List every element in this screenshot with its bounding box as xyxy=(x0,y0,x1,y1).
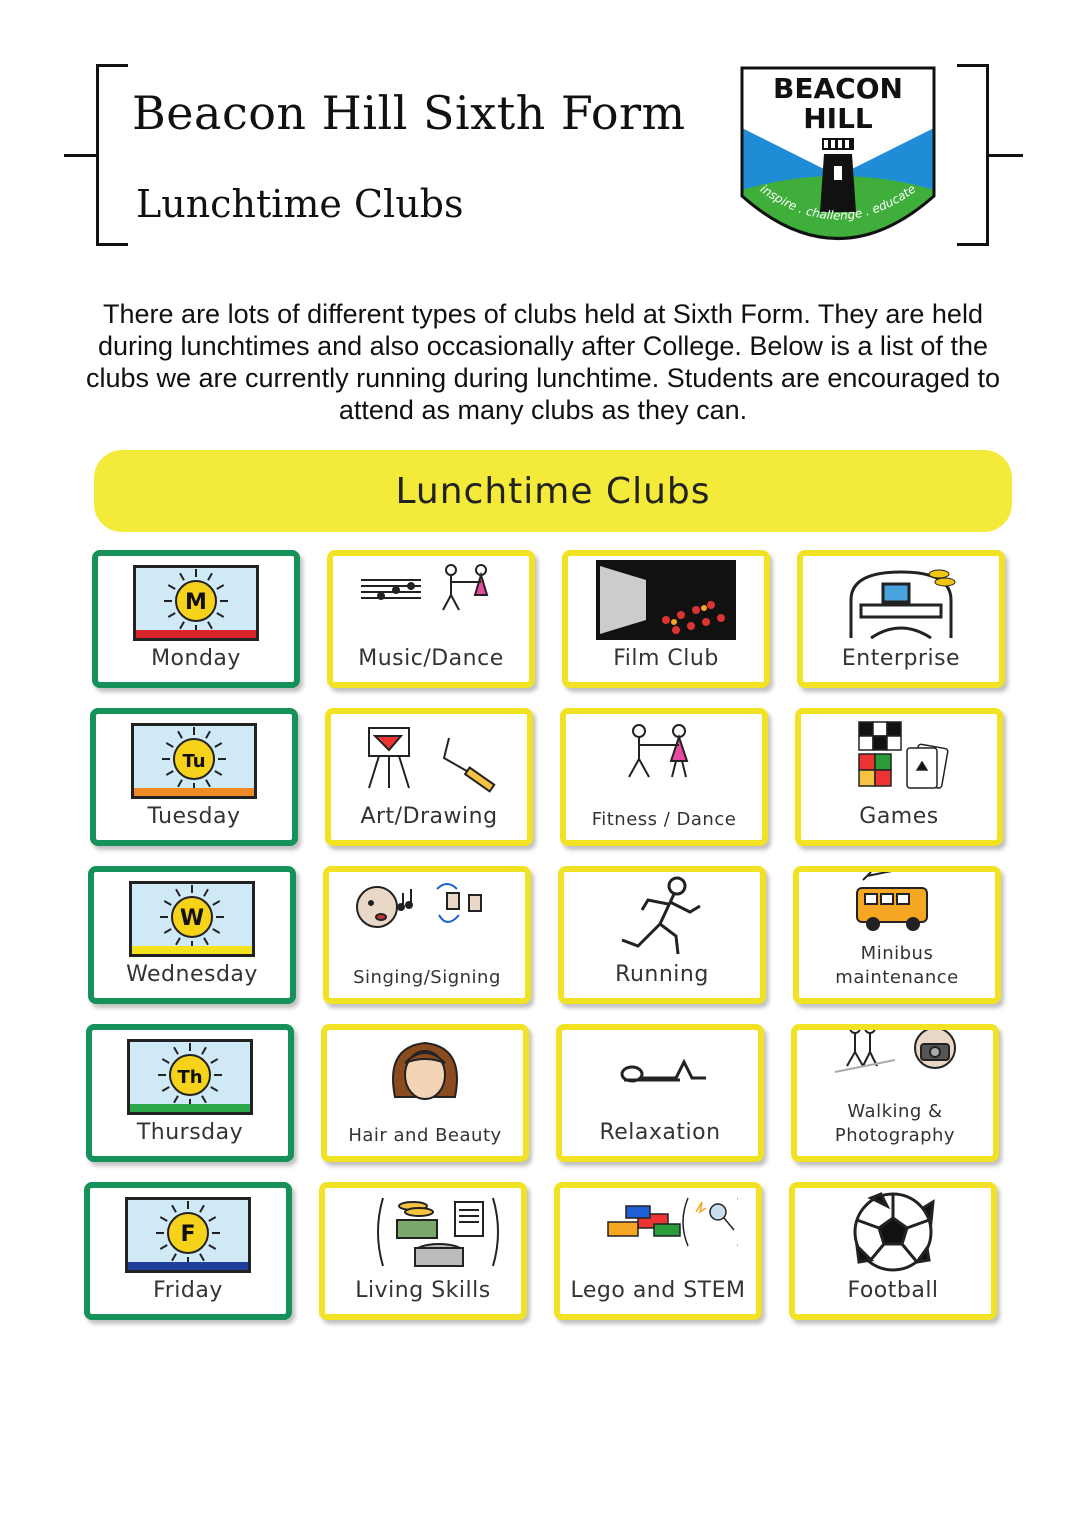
day-label: Thursday xyxy=(136,1120,244,1145)
club-card-relaxation xyxy=(556,1024,764,1162)
lego-and-stem-icon xyxy=(578,1192,738,1272)
enterprise-icon xyxy=(821,560,981,640)
music-dance-icon xyxy=(351,560,511,640)
day-letter: W xyxy=(179,906,205,931)
club-picture xyxy=(564,872,760,960)
day-picture xyxy=(90,1188,286,1276)
singing-signing-icon xyxy=(347,879,507,959)
intro-paragraph: There are lots of different types of clubs held at Sixth Form. They are held during lunchtimes and also occasionally after College. Below is a list of the clubs we are currently running during lunchtime. Students are encouraged to attend as many clubs as they can. xyxy=(85,299,1001,425)
club-label: Running xyxy=(615,962,709,987)
day-card-monday xyxy=(92,550,300,688)
walking-photography-icon xyxy=(815,1024,975,1100)
logo-text-beacon: BEACON xyxy=(773,72,903,105)
club-label: Living Skills xyxy=(355,1278,491,1303)
club-card-lego-and-stem xyxy=(554,1182,762,1320)
club-label: Film Club xyxy=(613,646,719,671)
club-picture xyxy=(331,714,527,802)
club-card-enterprise xyxy=(797,550,1005,688)
club-card-fitness-dance xyxy=(560,708,768,846)
club-card-games xyxy=(795,708,1003,846)
club-label: Art/Drawing xyxy=(360,804,498,829)
day-picture xyxy=(94,872,290,960)
day-label: Wednesday xyxy=(126,962,258,987)
club-label: Minibus maintenance xyxy=(835,943,959,988)
page-title: Beacon Hill Sixth Form xyxy=(132,86,686,140)
relaxation-icon xyxy=(580,1034,740,1114)
day-label: Friday xyxy=(153,1278,223,1303)
sun-icon xyxy=(132,884,252,950)
club-picture xyxy=(803,556,999,644)
day-card-wednesday xyxy=(88,866,296,1004)
bracket-left-bottom xyxy=(96,243,128,246)
day-card-thursday xyxy=(86,1024,294,1162)
club-label: Hair and Beauty xyxy=(348,1125,502,1146)
football-icon xyxy=(813,1192,973,1272)
day-colour-bar xyxy=(128,1262,248,1270)
club-label: Music/Dance xyxy=(358,646,504,671)
bracket-right-top xyxy=(957,64,989,67)
sun-icon xyxy=(130,1042,250,1108)
school-logo xyxy=(738,66,938,248)
club-picture xyxy=(325,1188,521,1276)
day-colour-bar xyxy=(136,630,256,638)
club-card-singing-signing xyxy=(323,866,531,1004)
fitness-dance-icon xyxy=(584,721,744,801)
day-symbol xyxy=(131,723,257,799)
club-card-film-club xyxy=(562,550,770,688)
club-picture xyxy=(568,556,764,644)
club-picture xyxy=(327,1030,523,1124)
logo-text-hill: HILL xyxy=(803,102,873,135)
day-picture xyxy=(92,1030,288,1118)
club-card-art-drawing xyxy=(325,708,533,846)
day-colour-bar xyxy=(132,946,252,954)
club-card-running xyxy=(558,866,766,1004)
day-symbol xyxy=(127,1039,253,1115)
hair-and-beauty-icon xyxy=(345,1037,505,1117)
day-colour-bar xyxy=(134,788,254,796)
running-icon xyxy=(582,876,742,956)
club-label: Games xyxy=(859,804,939,829)
day-letter: F xyxy=(180,1222,196,1247)
day-card-tuesday xyxy=(90,708,298,846)
day-symbol xyxy=(125,1197,251,1273)
club-card-hair-and-beauty xyxy=(321,1024,529,1162)
club-card-minibus-maintenance xyxy=(793,866,1001,1004)
club-picture xyxy=(795,1188,991,1276)
club-picture xyxy=(333,556,529,644)
day-colour-bar xyxy=(130,1104,250,1112)
film-club-icon xyxy=(586,560,746,640)
club-card-walking-photography xyxy=(791,1024,999,1162)
club-picture xyxy=(566,714,762,808)
bracket-left-tick xyxy=(64,154,98,157)
day-picture xyxy=(98,556,294,644)
day-symbol xyxy=(129,881,255,957)
minibus-maintenance-icon xyxy=(817,866,977,942)
club-picture xyxy=(799,866,995,942)
bracket-right-tick xyxy=(987,154,1023,157)
page-subtitle: Lunchtime Clubs xyxy=(136,182,464,226)
logo-motto: inspire . challenge . educate xyxy=(757,181,919,223)
living-skills-icon xyxy=(343,1192,503,1272)
club-picture xyxy=(560,1188,756,1276)
day-label: Tuesday xyxy=(147,804,241,829)
club-label: Fitness / Dance xyxy=(591,809,737,830)
club-label: Walking & Photography xyxy=(834,1101,956,1146)
club-card-football xyxy=(789,1182,997,1320)
sun-icon xyxy=(136,568,256,634)
club-label: Enterprise xyxy=(841,646,961,671)
sun-icon xyxy=(128,1200,248,1266)
sun-icon xyxy=(134,726,254,792)
club-picture xyxy=(797,1024,993,1100)
club-label: Lego and STEM xyxy=(570,1278,746,1303)
bracket-left-top xyxy=(96,64,128,67)
club-card-living-skills xyxy=(319,1182,527,1320)
club-picture xyxy=(329,872,525,966)
day-symbol xyxy=(133,565,259,641)
day-letter: M xyxy=(185,590,207,615)
club-label: Singing/Signing xyxy=(353,967,501,988)
club-picture xyxy=(801,714,997,802)
club-label: Relaxation xyxy=(599,1120,721,1145)
day-letter: Th xyxy=(177,1067,203,1088)
day-label: Monday xyxy=(151,646,241,671)
day-letter: Tu xyxy=(182,751,206,772)
bracket-right-bottom xyxy=(957,243,989,246)
club-card-music-dance xyxy=(327,550,535,688)
day-picture xyxy=(96,714,292,802)
games-icon xyxy=(819,718,979,798)
art-drawing-icon xyxy=(349,718,509,798)
lighthouse-icon xyxy=(820,138,856,212)
day-card-friday xyxy=(84,1182,292,1320)
club-label: Football xyxy=(847,1278,939,1303)
lunchtime-clubs-banner: Lunchtime Clubs xyxy=(94,450,1012,532)
club-picture xyxy=(562,1030,758,1118)
